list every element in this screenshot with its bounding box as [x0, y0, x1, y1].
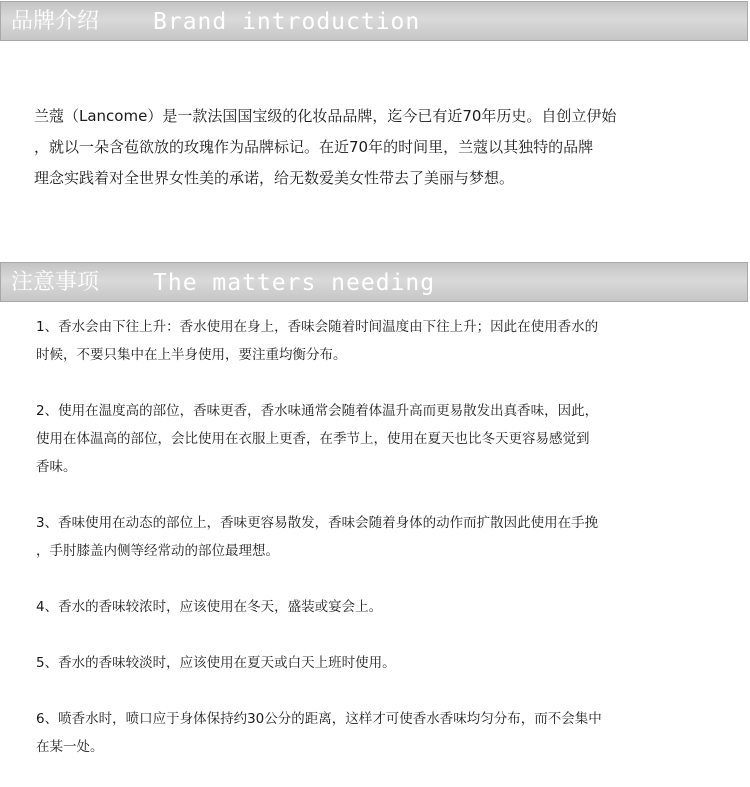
brand-paragraph [34, 101, 724, 194]
matters-item-5 [36, 649, 716, 677]
matters-item-line: 1、香水会由下往上升：香水使用在身上，香味会随着时间温度由下往上升；因此在使用香水的 [36, 319, 599, 335]
matters-title-en: The matters needing [153, 270, 436, 296]
matters-item-3 [36, 509, 716, 565]
matters-title-cn: 注意事项 [11, 270, 100, 295]
matters-item-line: 3、香味使用在动态的部位上，香味更容易散发，香味会随着身体的动作而扩散因此使用在手挽 [36, 515, 599, 531]
matters-item-line: 2、使用在温度高的部位，香味更香，香水味通常会随着体温升高而更易散发出真香味，因此， [36, 403, 599, 419]
brand-section-header [0, 1, 748, 41]
matters-item-1 [36, 313, 716, 369]
brand-title-en: Brand introduction [153, 9, 421, 35]
brand-paragraph-line: ，就以一朵含苞欲放的玫瑰作为品牌标记。在近70年的时间里，兰蔻以其独特的品牌 [34, 138, 594, 156]
matters-item-line: 在某一处。 [36, 739, 104, 755]
brand-title-cn: 品牌介绍 [11, 9, 100, 34]
matters-item-line: 时候，不要只集中在上半身使用，要注重均衡分布。 [36, 347, 347, 363]
matters-item-4 [36, 593, 716, 621]
brand-paragraph-line: 理念实践着对全世界女性美的承诺，给无数爱美女性带去了美丽与梦想。 [34, 169, 515, 187]
matters-item-line: 香味。 [36, 459, 77, 475]
matters-item-line: ，手肘膝盖内侧等经常动的部位最理想。 [36, 543, 279, 559]
matters-item-line: 4、香水的香味较浓时，应该使用在冬天，盛装或宴会上。 [36, 599, 383, 615]
matters-section-header [0, 262, 748, 302]
matters-item-line: 使用在体温高的部位，会比使用在衣服上更香，在季节上，使用在夏天也比冬天更容易感觉到 [36, 431, 590, 447]
matters-item-6 [36, 705, 716, 761]
matters-item-line: 5、香水的香味较淡时，应该使用在夏天或白天上班时使用。 [36, 655, 396, 671]
brand-paragraph-line: 兰蔻（Lancome）是一款法国国宝级的化妆品品牌，迄今已有近70年历史。自创立伊始 [34, 107, 617, 125]
matters-item-2 [36, 397, 716, 481]
matters-item-line: 6、喷香水时，喷口应于身体保持约30公分的距离，这样才可使香水香味均匀分布，而不会集中 [36, 711, 602, 727]
